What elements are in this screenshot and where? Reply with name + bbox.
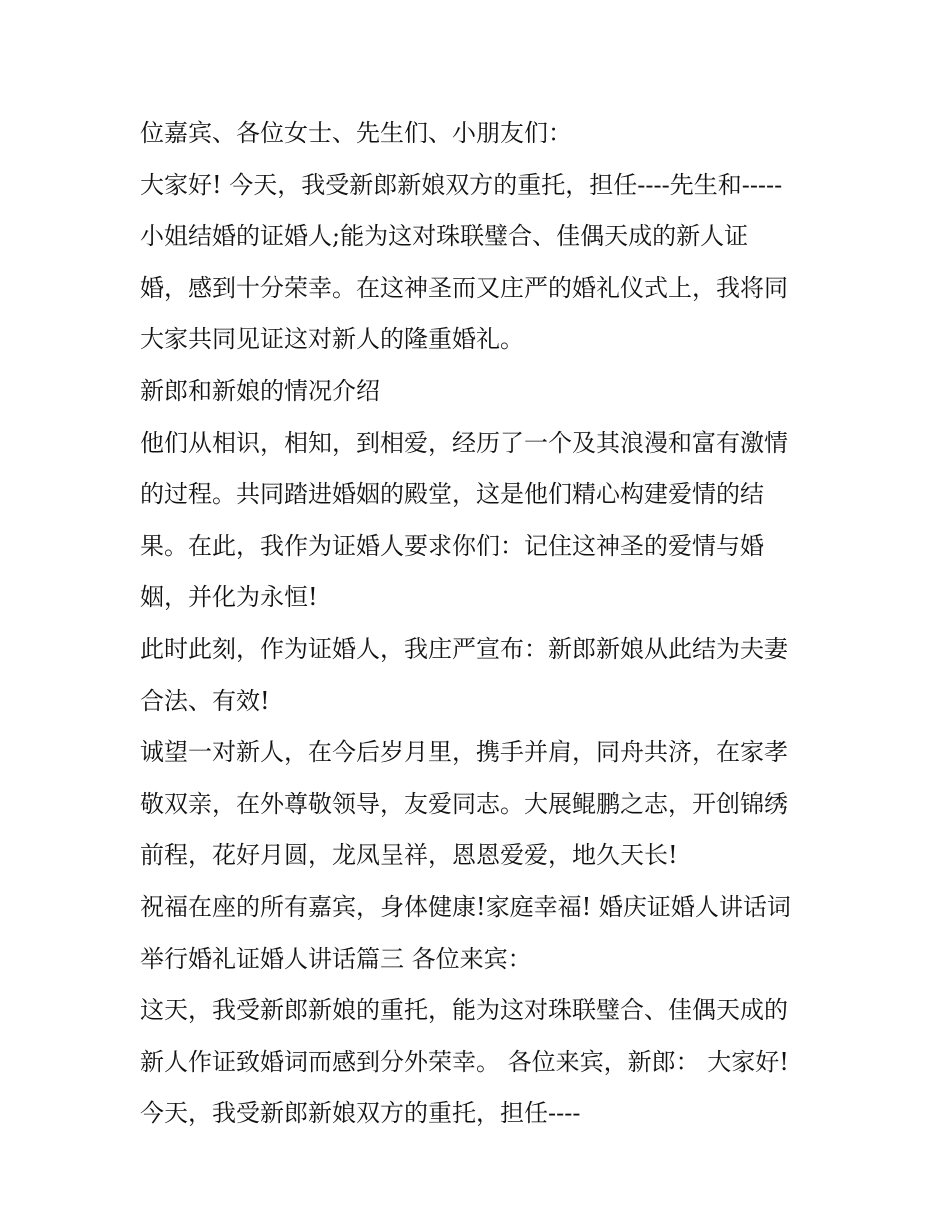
text-line: 新人作证致婚词而感到分外荣幸。 各位来宾，新郎： 大家好! xyxy=(140,1047,789,1076)
text-line: 姻，并化为永恒! xyxy=(140,583,318,612)
text-line: 举行婚礼证婚人讲话篇三 各位来宾： xyxy=(140,944,532,973)
text-line: 大家好! 今天，我受新郎新娘双方的重托，担任----先生和----- xyxy=(140,170,783,199)
text-line: 诚望一对新人，在今后岁月里，携手并肩，同舟共济，在家孝 xyxy=(140,738,788,767)
text-line: 前程，花好月圆，龙凤呈祥，恩恩爱爱，地久天长! xyxy=(140,841,678,870)
text-line: 大家共同见证这对新人的隆重婚礼。 xyxy=(140,325,524,354)
text-line: 小姐结婚的证婚人;能为这对珠联璧合、佳偶天成的新人证 xyxy=(140,222,749,251)
text-line: 今天，我受新郎新娘双方的重托，担任---- xyxy=(140,1099,581,1128)
text-line: 此时此刻，作为证婚人，我庄严宣布：新郎新娘从此结为夫妻 xyxy=(140,634,788,663)
text-line: 婚，感到十分荣幸。在这神圣而又庄严的婚礼仪式上，我将同 xyxy=(140,273,788,302)
text-line: 这天，我受新郎新娘的重托，能为这对珠联璧合、佳偶天成的 xyxy=(140,996,788,1025)
text-line: 的过程。共同踏进婚姻的殿堂，这是他们精心构建爱情的结 xyxy=(140,480,764,509)
text-line: 他们从相识，相知，到相爱，经历了一个及其浪漫和富有激情 xyxy=(140,428,788,457)
document-body xyxy=(140,108,830,1140)
text-line: 祝福在座的所有嘉宾，身体健康!家庭幸福! 婚庆证婚人讲话词 xyxy=(140,892,791,921)
text-line: 合法、有效! xyxy=(140,686,270,715)
text-line: 敬双亲，在外尊敬领导，友爱同志。大展鲲鹏之志，开创锦绣 xyxy=(140,789,788,818)
text-line: 果。在此，我作为证婚人要求你们：记住这神圣的爱情与婚 xyxy=(140,531,764,560)
section-heading: 新郎和新娘的情况介绍 xyxy=(140,376,380,405)
text-line: 位嘉宾、各位女士、先生们、小朋友们： xyxy=(140,119,572,147)
